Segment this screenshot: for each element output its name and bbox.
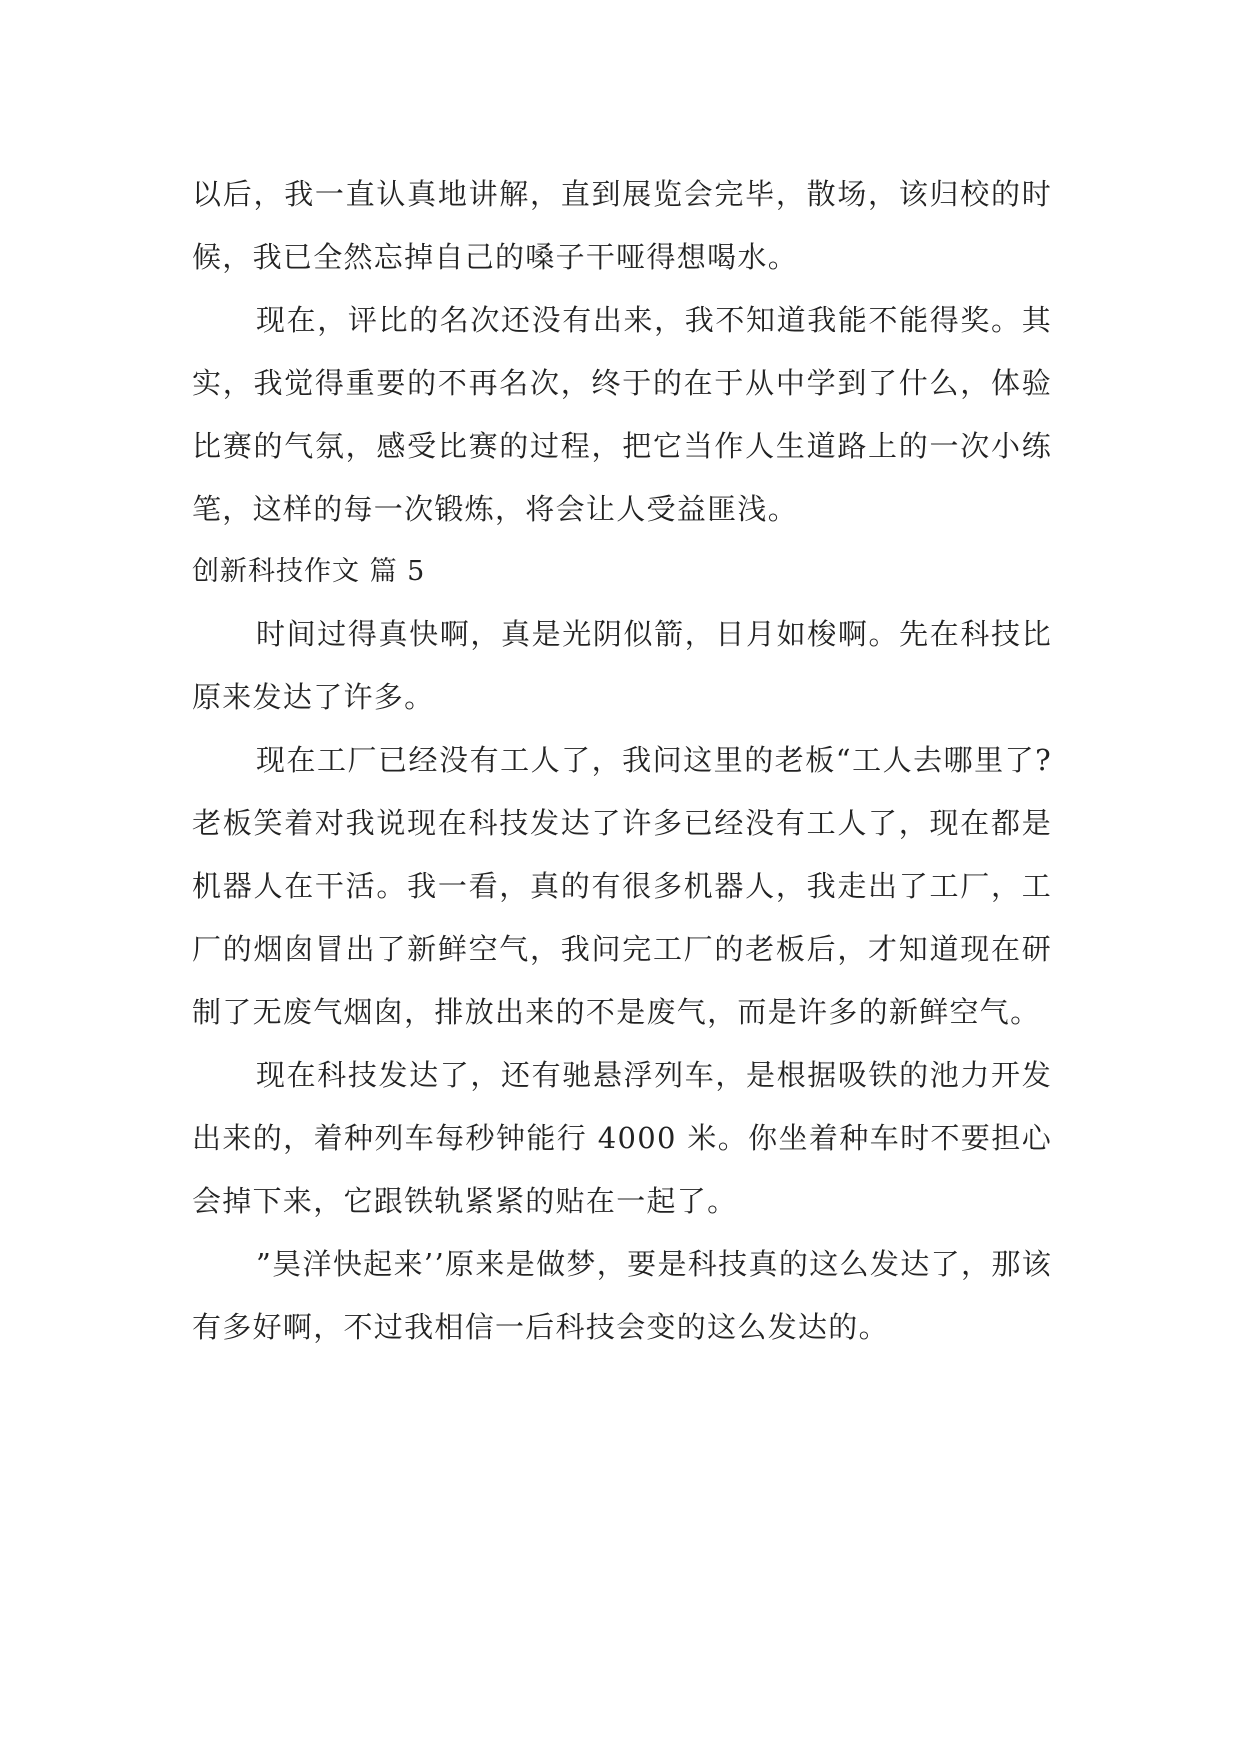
paragraph-1: 以后，我一直认真地讲解，直到展览会完毕，散场，该归校的时候，我已全然忘掉自己的嗓子干哑得想喝水。 bbox=[192, 177, 1052, 274]
paragraph-6: ”昊洋快起来’’原来是做梦，要是科技真的这么发达了，那该有多好啊，不过我相信一后科技会变的这么发达的。 bbox=[192, 1247, 1052, 1344]
document-body bbox=[192, 163, 1052, 1359]
paragraph-2: 现在，评比的名次还没有出来，我不知道我能不能得奖。其实，我觉得重要的不再名次，终于的在于从中学到了什么，体验比赛的气氛，感受比赛的过程，把它当作人生道路上的一次小练笔，这样的每一次锻炼，将会让人受益匪浅。 bbox=[192, 303, 1052, 526]
paragraph-3: 时间过得真快啊，真是光阴似箭，日月如梭啊。先在科技比原来发达了许多。 bbox=[192, 617, 1052, 714]
paragraph-4: 现在工厂已经没有工人了，我问这里的老板“工人去哪里了?老板笑着对我说现在科技发达了许多已经没有工人了，现在都是机器人在干活。我一看，真的有很多机器人，我走出了工厂，工厂的烟囱冒出了新鲜空气，我问完工厂的老板后，才知道现在研制了无废气烟囱，排放出来的不是废气，而是许多的新鲜空气。 bbox=[192, 743, 1052, 1029]
section-heading: 创新科技作文 篇 5 bbox=[192, 556, 426, 587]
paragraph-5: 现在科技发达了，还有驰悬浮列车，是根据吸铁的池力开发出来的，着种列车每秒钟能行 4000 米。你坐着种车时不要担心会掉下来，它跟铁轨紧紧的贴在一起了。 bbox=[192, 1058, 1052, 1218]
